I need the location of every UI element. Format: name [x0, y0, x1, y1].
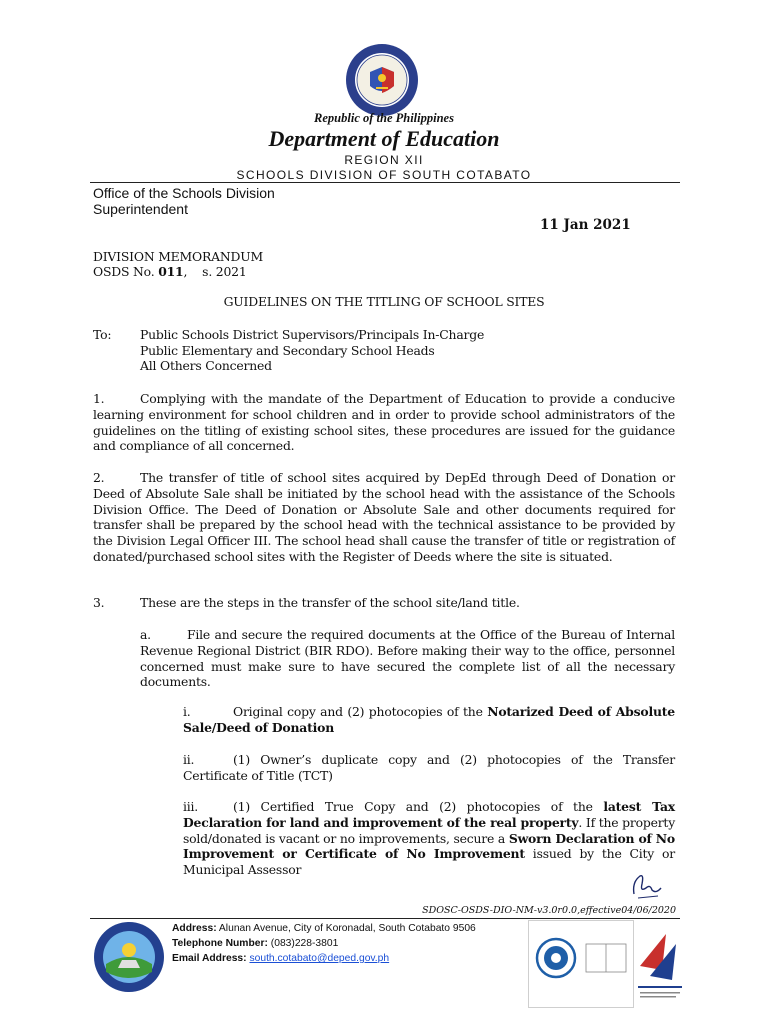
document-item-iii — [183, 799, 675, 878]
pab-accreditation-logo — [636, 926, 684, 1012]
document-control-code: SDOSC-OSDS-DIO-NM-v3.0r0.0,effective04/06/2020 — [422, 905, 676, 916]
recipients-label: To: — [93, 327, 112, 342]
memo-series: s. 2021 — [202, 264, 247, 279]
paragraph-2 — [93, 470, 675, 565]
email-label: Email Address: — [172, 953, 247, 964]
memo-number: OSDS No. 011, s. 2021 — [93, 264, 247, 279]
region-heading: REGION XII — [344, 153, 424, 167]
recipient-line: Public Schools District Supervisors/Principals In-Charge — [140, 327, 485, 342]
socotec-iso-certification-logo — [528, 920, 634, 1008]
document-item-ii — [183, 752, 675, 784]
deped-seal-logo — [344, 42, 420, 118]
republic-heading: Republic of the Philippines — [314, 111, 454, 125]
memo-date: 11 Jan 2021 — [540, 217, 631, 233]
item-bold-text: Notarized Deed of Absolute Sale/Deed of Donation — [183, 704, 675, 735]
office-line-2: Superintendent — [93, 201, 188, 217]
paragraph-3 — [93, 595, 675, 611]
item-number: iii. — [183, 799, 199, 814]
paragraph-text: Complying with the mandate of the Department of Education to provide a conducive learning environment for school children and in order to provide school administrators of the guidelines on the titling of existing school sites, these procedures are issued for the guidance and compliance of all concerned. — [93, 391, 675, 454]
paragraph-number: 2. — [93, 470, 105, 485]
recipient-line: Public Elementary and Secondary School Heads — [140, 343, 435, 358]
item-text: (1) Certified True Copy and (2) photocopies of the — [233, 799, 604, 814]
paragraph-number: 3. — [93, 595, 105, 610]
address-value: Alunan Avenue, City of Koronadal, South Cotabato 9506 — [216, 923, 476, 934]
item-bold-text: Sworn Declaration of No Improvement or Certificate of No Improvement — [183, 830, 675, 862]
memo-subject: GUIDELINES ON THE TITLING OF SCHOOL SITES — [223, 294, 545, 309]
item-number: i. — [183, 704, 191, 719]
item-bold-text: latest Tax Declaration for land and improvement of the real property — [183, 799, 675, 830]
signature-initials — [628, 868, 664, 902]
footer-phone — [172, 936, 338, 951]
paragraph-text: The transfer of title of school sites acquired by DepEd through Deed of Donation or Deed of Absolute Sale shall be initiated by the school head with the assistance of the Schools Division Office. The Deed of Donation or Absolute Sale and other documents required for transfer shall be prepared by the school head with the technical assistance to be provided by the Division Legal Officer III. The school head shall cause the transfer of title or registration of donated/purchased school sites with the Register of Deeds where the site is situated. — [93, 470, 675, 564]
footer-email — [172, 951, 389, 966]
division-heading: SCHOOLS DIVISION OF SOUTH COTABATO — [236, 168, 532, 182]
paragraph-text: These are the steps in the transfer of the school site/land title. — [140, 595, 520, 610]
department-heading: Department of Education — [268, 126, 500, 151]
footer-address — [172, 921, 476, 936]
step-a — [140, 627, 675, 690]
memo-number-value: 011 — [158, 264, 184, 279]
division-seal-logo — [92, 920, 166, 994]
paragraph-1 — [93, 391, 675, 454]
item-text: (1) Owner’s duplicate copy and (2) photocopies of the Transfer Certificate of Title (TCT) — [183, 752, 675, 783]
step-text: File and secure the required documents at the Office of the Bureau of Internal Revenue Regional District (BIR RDO). Before making their way to the office, personnel concerned must make sure to have secured the complete list of all the necessary documents. — [140, 627, 675, 690]
recipient-line: All Others Concerned — [140, 358, 272, 373]
phone-value: (083)228-3801 — [267, 938, 339, 949]
memo-title: DIVISION MEMORANDUM — [93, 249, 263, 264]
step-letter: a. — [140, 627, 151, 642]
memo-number-prefix: OSDS No. — [93, 264, 155, 279]
footer-divider — [90, 918, 680, 919]
item-text: Original copy and (2) photocopies of the — [233, 704, 488, 719]
document-item-i — [183, 704, 675, 736]
email-link[interactable]: south.cotabato@deped.gov.ph — [249, 953, 390, 964]
address-label: Address: — [172, 923, 217, 934]
header-divider — [90, 182, 680, 183]
office-name — [93, 185, 275, 217]
item-text: issued by the City or Municipal Assessor — [183, 846, 676, 878]
item-text: . If the property sold/donated is vacant or no improvements, secure a — [183, 814, 676, 846]
paragraph-number: 1. — [93, 391, 105, 406]
office-line-1: Office of the Schools Division — [93, 185, 275, 201]
item-number: ii. — [183, 752, 195, 767]
phone-label: Telephone Number: — [172, 938, 268, 949]
